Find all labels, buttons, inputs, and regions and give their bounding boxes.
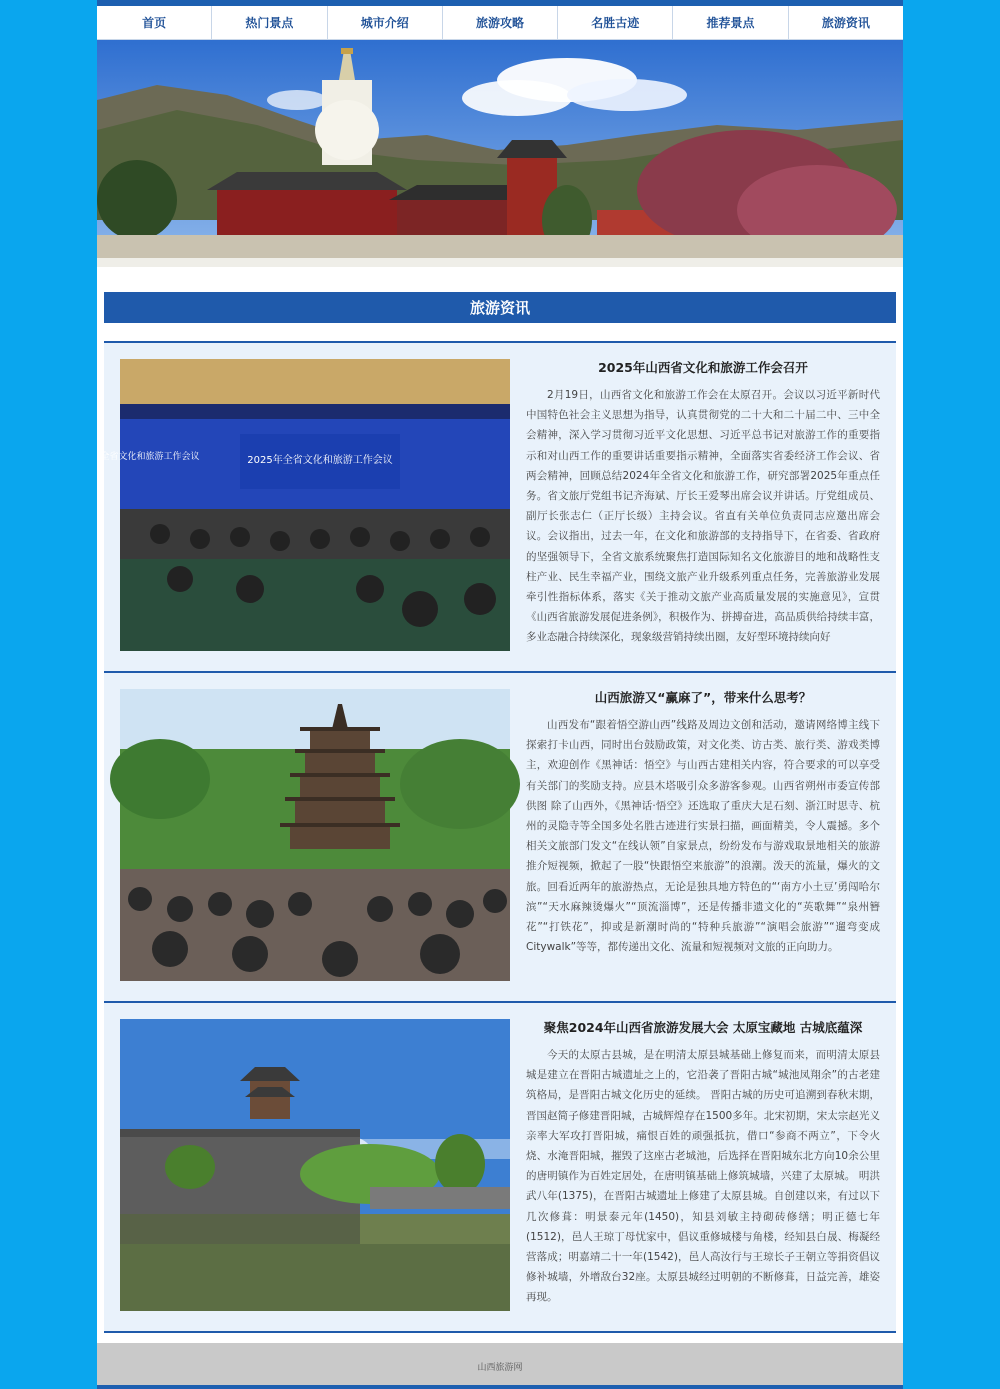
footer-accent-bar <box>97 1385 903 1389</box>
article-text: 山西发布“跟着悟空游山西”线路及周边文创和活动，邀请网络博主线下探索打卡山西，同时出台鼓励政策，对文化类、访古类、旅行类、游戏类博主，欢迎创作《黑神话：悟空》与山西古建相关内容，符合要求的可以享受有关部门的奖励支持。应县木塔吸引众多游客参观。山西省朔州市委宣传部供图 除了山西外，《黑神话·悟空》还选取了重庆大足石刻、浙江时思寺、杭州的灵隐寺等全国多处名胜古迹进行实景扫描，画面精美，令人震撼。多个相关文旅部门发文“在线认领”自家景点，纷纷发布与游戏取景地相关的旅游推介短视频，掀起了一股“快跟悟空来旅游”的浪潮。泼天的流量，爆火的文旅。回看近两年的旅游热点，无论是独具地方特色的“‘南方小土豆’勇闯哈尔滨”“天水麻辣烫爆火”“顶流淄博”，还是传播非遗文化的“英歌舞”“泉州簪花”“打铁花”，抑或是新潮时尚的“特种兵旅游”“演唱会旅游”“遛弯变成Citywalk”等等，都传递出文化、流量和短视频对文旅的正向助力。 <box>526 719 880 954</box>
article-item <box>100 341 896 671</box>
article-text: 今天的太原古县城，是在明清太原县城基础上修复而来，而明清太原县城是建立在晋阳古城遗址之上的，它沿袭了晋阳古城“城池凤翔余”的古老建筑格局，是晋阳古城文化历史的延续。 晋阳古城的历史可追溯到春秋末期，晋国赵简子修建晋阳城，古城辉煌存在1500多年。北宋初期，宋太宗赵光义亲率大军攻打晋阳城，痛恨百姓的顽强抵抗，借口“参商不两立”，下令火烧、水淹晋阳城，摧毁了这座古老城池，后选择在晋阳城东北方向10余公里的唐明镇作为百姓定居处，在唐明镇基础上修筑城墙，兴建了太原城。 明洪武八年(1375)，在晋阳古城遗址上修建了太原县城。自创建以来，有过以下几次修葺：明景泰元年(1450)，知县刘敏主持砌砖修缮；明正德七年(1512)，邑人王琼丁母忧家中，倡议重修城楼与角楼，经知县白晟、梅凝经营落成；明嘉靖二十一年(1542)，邑人高汝行与王琼长子王朝立等捐资倡议修补城墙，外增敌台32座。太原县城经过明朝的不断修葺，日益完善，雄姿再现。 <box>526 1049 880 1304</box>
article-body <box>526 689 880 1001</box>
article-image[interactable] <box>120 689 510 981</box>
article-title[interactable]: 2025年山西省文化和旅游工作会召开 <box>598 360 808 375</box>
article-item <box>104 671 896 1001</box>
article-list <box>100 341 896 1333</box>
article-item <box>104 1001 896 1333</box>
article-body <box>526 1019 880 1331</box>
nav-item-recommended[interactable]: 推荐景点 <box>673 6 788 39</box>
section-title: 旅游资讯 <box>104 292 896 323</box>
article-image[interactable] <box>120 1019 510 1311</box>
nav-item-travel-news[interactable]: 旅游资讯 <box>821 16 870 30</box>
nav-item-travel-guide[interactable]: 旅游攻略 <box>443 6 558 39</box>
footer <box>97 1343 903 1389</box>
page-container <box>97 0 903 1389</box>
footer-text: 山西旅游网 <box>477 1362 523 1373</box>
article-title[interactable]: 聚焦2024年山西省旅游发展大会 太原宝藏地 古城底蕴深 <box>543 1020 863 1035</box>
nav-item-city-intro[interactable]: 城市介绍 <box>328 6 443 39</box>
article-body <box>526 359 880 671</box>
hero-banner-image <box>97 40 903 267</box>
nav-item-hot-spots[interactable]: 热门景点 <box>212 6 327 39</box>
nav-item-home[interactable]: 首页 <box>97 6 212 39</box>
article-text: 2月19日，山西省文化和旅游工作会在太原召开。会议以习近平新时代中国特色社会主义思想为指导，认真贯彻党的二十大和二十届二中、三中全会精神，深入学习贯彻习近平文化思想、习近平总书记对旅游工作的重要指示和对山西工作的重要讲话重要指示精神，全面落实省委经济工作会议、省两会精神，回顾总结2024年全省文化和旅游工作，研究部署2025年重点任务。省文旅厅党组书记齐海斌、厅长王爱琴出席会议并讲话。厅党组成员、副厅长张志仁（正厅长级）主持会议。省直有关单位负责同志应邀出席会议。会议指出，过去一年，在文化和旅游部的支持指导下，在省委、省政府的坚强领导下，全省文旅系统聚焦打造国际知名文化旅游目的地和战略性支柱产业、民生幸福产业，围绕文旅产业升级系列重点任务，完善旅游业发展牵引性指标体系，落实《关于推动文旅产业高质量发展的实施意见》，宣贯《山西省旅游发展促进条例》，积极作为、拼搏奋进，高品质供给持续丰富，多业态融合持续深化，现象级营销持续出圈，友好型环境持续向好 <box>526 389 880 644</box>
banner-text: 2025年全省文化和旅游工作会议 <box>247 455 393 466</box>
article-image[interactable] <box>100 359 510 651</box>
article-title[interactable]: 山西旅游又“赢麻了”，带来什么思考？ <box>594 690 812 705</box>
side-banner-text: 全省文化和旅游工作会议 <box>100 452 200 462</box>
nav-item-historic-sites[interactable]: 名胜古迹 <box>558 6 673 39</box>
main-nav <box>97 6 903 40</box>
